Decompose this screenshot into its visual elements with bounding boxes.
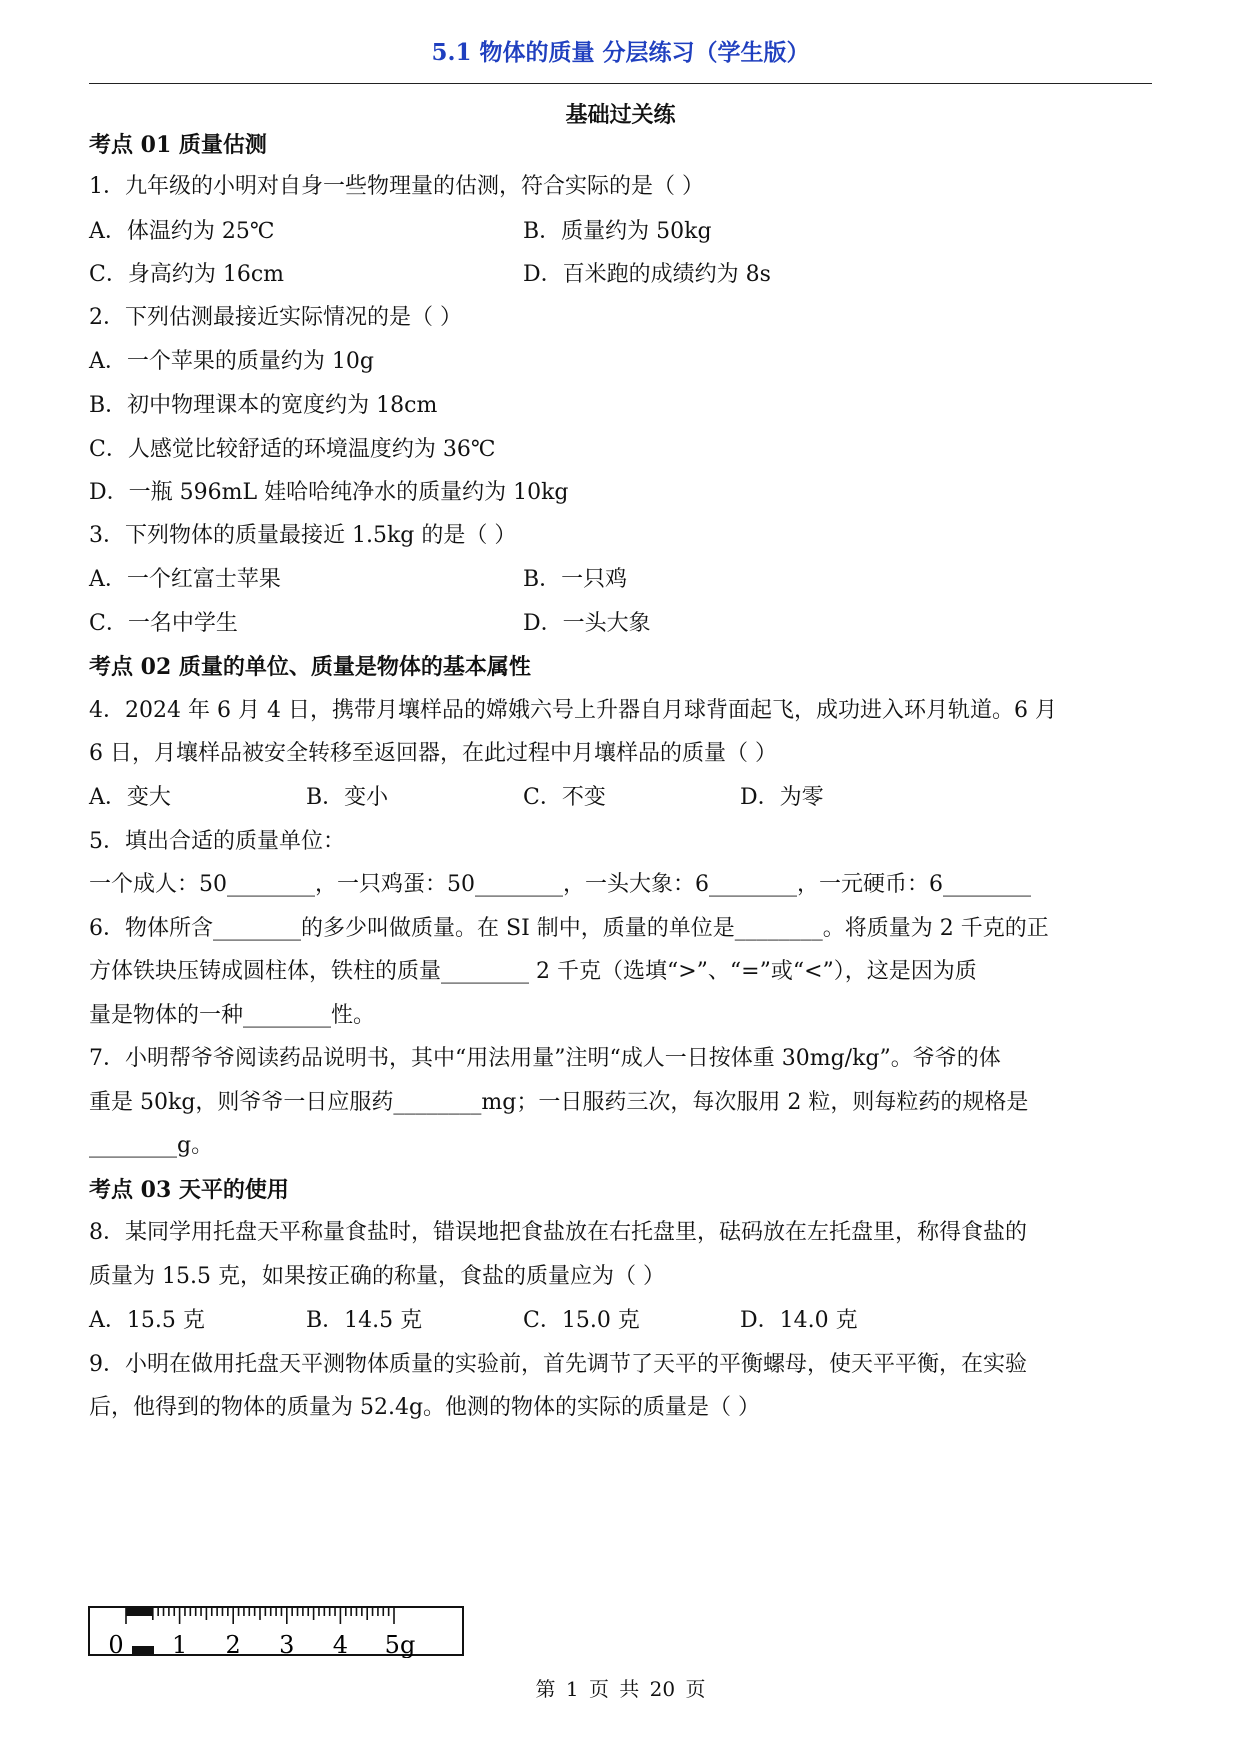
q8-option-c: C．15.0 克	[523, 1308, 640, 1333]
q2-stem: 2．下列估测最接近实际情况的是（ ）	[89, 305, 462, 330]
q8-line: 8．某同学用托盘天平称量食盐时，错误地把食盐放在右托盘里，砝码放在左托盘里，称得食盐的	[89, 1220, 1028, 1245]
q1-stem: 1．九年级的小明对自身一些物理量的估测，符合实际的是（ ）	[89, 174, 704, 199]
point-heading: 考点 01 质量估测	[89, 132, 267, 158]
scale-label: 3	[279, 1631, 295, 1658]
q8-option-b: B．14.5 克	[306, 1308, 423, 1333]
scale-label: 1	[171, 1631, 188, 1658]
q1-option-c: C．身高约为 16cm	[89, 262, 285, 287]
q4-line: 4．2024 年 6 月 4 日，携带月壤样品的嫦娥六号上升器自月球背面起飞，成功进入环月轨道。6 月	[89, 698, 1057, 723]
q1-option-b: B．质量约为 50kg	[523, 219, 712, 244]
section-title: 基础过关练	[565, 102, 676, 128]
q7-line: 重是 50kg，则爷爷一日应服药________mg；一日服药三次，每次服用 2 粒，则每粒药的规格是	[89, 1090, 1029, 1115]
rider-bottom-mark	[132, 1646, 154, 1654]
q8-line: 质量为 15.5 克，如果按正确的称量，食盐的质量应为（ ）	[89, 1264, 665, 1289]
point-heading: 考点 02 质量的单位、质量是物体的基本属性	[89, 654, 531, 680]
q6-line: 6．物体所含________的多少叫做质量。在 SI 制中，质量的单位是________。将质量为 2 千克的正	[89, 916, 1049, 941]
q4-option-c: C．不变	[523, 785, 606, 810]
q4-option-d: D．为零	[740, 785, 824, 810]
q1-option-a: A．体温约为 25℃	[89, 219, 275, 244]
scale-label: 2	[225, 1631, 241, 1658]
balance-beam-scale-figure	[88, 1606, 468, 1658]
q2-option-c: C．人感觉比较舒适的环境温度约为 36℃	[89, 437, 496, 462]
q4-option-b: B．变小	[306, 785, 389, 810]
q9-line: 9．小明在做用托盘天平测物体质量的实验前，首先调节了天平的平衡螺母，使天平平衡，在实验	[89, 1352, 1028, 1377]
point-heading: 考点 03 天平的使用	[89, 1177, 289, 1203]
q2-option-b: B．初中物理课本的宽度约为 18cm	[89, 393, 438, 418]
q3-option-b: B．一只鸡	[523, 567, 628, 592]
scale-label: 4	[332, 1631, 349, 1658]
q8-option-d: D．14.0 克	[740, 1308, 858, 1333]
q5-line: 5．填出合适的质量单位：	[89, 829, 345, 854]
q3-option-a: A．一个红富士苹果	[89, 567, 281, 592]
q3-stem: 3．下列物体的质量最接近 1.5kg 的是（ ）	[89, 523, 517, 548]
q6-line: 方体铁块压铸成圆柱体，铁柱的质量________ 2 千克（选填“>”、“=”或“<”），这是因为质	[89, 959, 977, 984]
q9-line: 后，他得到的物体的质量为 52.4g。他测的物体的实际的质量是（ ）	[89, 1395, 761, 1420]
q8-option-a: A．15.5 克	[89, 1308, 205, 1333]
q1-option-d: D．百米跑的成绩约为 8s	[523, 262, 771, 287]
header-divider	[89, 83, 1152, 84]
q7-line: ________g。	[89, 1133, 214, 1158]
q2-option-d: D．一瓶 596mL 娃哈哈纯净水的质量约为 10kg	[89, 480, 569, 505]
scale-label: 0	[108, 1631, 124, 1658]
q3-option-c: C．一名中学生	[89, 611, 238, 636]
page-title: 5.1 物体的质量 分层练习（学生版）	[431, 39, 810, 66]
q6-line: 量是物体的一种________性。	[89, 1003, 376, 1028]
rider-top-mark	[126, 1608, 152, 1616]
q2-option-a: A．一个苹果的质量约为 10g	[89, 349, 374, 374]
q7-line: 7．小明帮爷爷阅读药品说明书，其中“用法用量”注明“成人一日按体重 30mg/kg”。爷爷的体	[89, 1046, 1001, 1071]
q4-option-a: A．变大	[89, 785, 171, 810]
scale-label: 5g	[384, 1631, 416, 1658]
q3-option-d: D．一头大象	[523, 611, 651, 636]
q4-line: 6 日，月壤样品被安全转移至返回器，在此过程中月壤样品的质量（ ）	[89, 741, 777, 766]
q5-line: 一个成人：50________，一只鸡蛋：50________，一头大象：6________，一元硬币：6________	[89, 872, 1031, 897]
page-footer: 第 1 页 共 20 页	[535, 1677, 706, 1701]
